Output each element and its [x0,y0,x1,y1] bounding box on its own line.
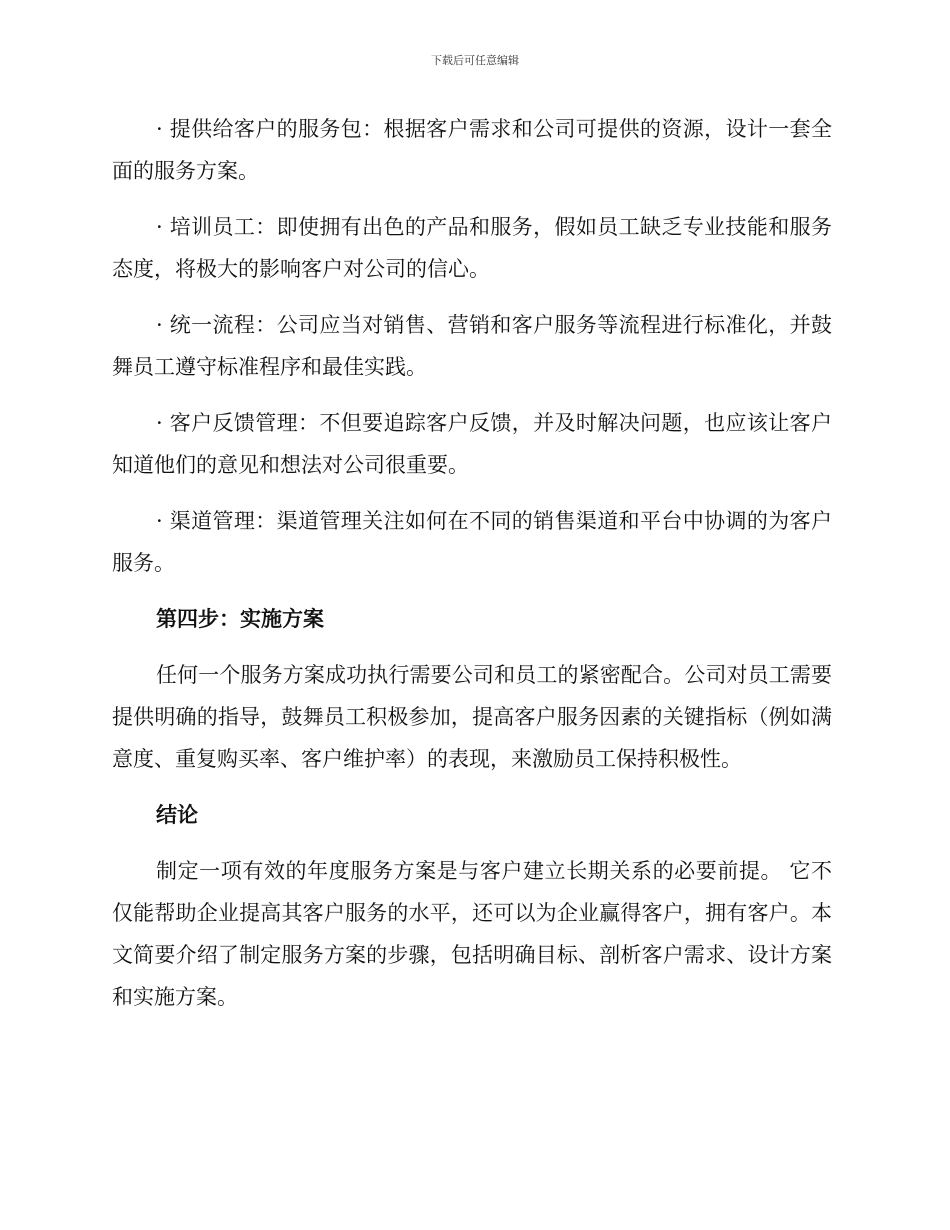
bullet-channel: · 渠道管理：渠道管理关注如何在不同的销售渠道和平台中协调的为客户服务。 [112,509,832,575]
conclusion-heading: 结论 [156,803,198,827]
page-header-note: 下载后可任意编辑 [431,54,519,67]
bullet-process: · 统一流程：公司应当对销售、营销和客户服务等流程进行标准化，并鼓舞员工遵守标准程序和最佳实践。 [112,313,832,379]
bullet-service-package: · 提供给客户的服务包：根据客户需求和公司可提供的资源，设计一套全面的服务方案。 [112,117,832,183]
step4-heading: 第四步：实施方案 [156,607,324,631]
bullet-feedback: · 客户反馈管理：不但要追踪客户反馈，并及时解决问题，也应该让客户知道他们的意见和想法对公司很重要。 [112,411,832,477]
conclusion-paragraph: 制定一项有效的年度服务方案是与客户建立长期关系的必要前提。 它不仅能帮助企业提高其客户服务的水平，还可以为企业赢得客户，拥有客户。本文简要介绍了制定服务方案的步骤，包括明确目标、剖析客户需求、设计方案和实施方案。 [112,859,832,1009]
document-body [112,108,832,1032]
step4-paragraph: 任何一个服务方案成功执行需要公司和员工的紧密配合。公司对员工需要提供明确的指导，鼓舞员工积极参加，提高客户服务因素的关键指标（例如满意度、重复购买率、客户维护率）的表现，来激励员工保持积极性。 [112,663,832,771]
bullet-training: · 培训员工：即使拥有出色的产品和服务，假如员工缺乏专业技能和服务态度，将极大的影响客户对公司的信心。 [112,215,832,281]
